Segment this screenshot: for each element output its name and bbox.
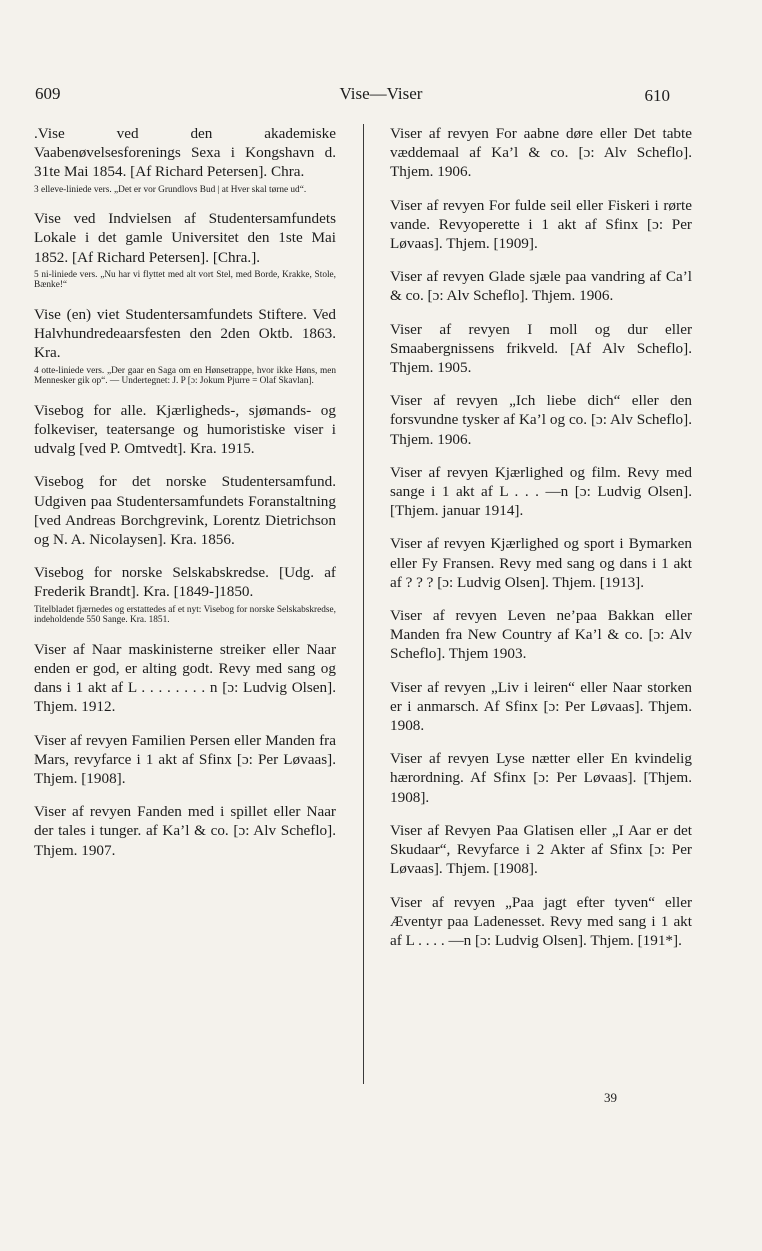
- entry-text: Vise ved Indvielsen af Studentersamfundets Lokale i det gamle Universitet den 1ste Mai 1852. [Af Richard Petersen]. [Chra.].: [34, 210, 336, 266]
- page-number-left: 609: [35, 84, 61, 103]
- bib-entry: [390, 267, 692, 305]
- page-header: [0, 84, 762, 114]
- bib-entry: [34, 563, 336, 626]
- column-divider: [363, 124, 364, 1084]
- bib-entry: [390, 124, 692, 182]
- entry-text: Viser af revyen Leven ne’paa Bakkan eller Manden fra New Country af Ka’l & co. [ɔ: Alv Scheflo]. Thjem 1903.: [390, 607, 692, 663]
- bib-entry: [34, 124, 336, 195]
- bib-entry: [34, 472, 336, 549]
- entry-text: Viser af Revyen Paa Glatisen eller „I Aar er det Skudaar“, Revyfarce i 2 Akter af Sfinx [ɔ: Per Løvaas]. Thjem. [1908].: [390, 821, 692, 878]
- bib-entry: [390, 463, 692, 521]
- entry-text: Viser af Naar maskinisterne streiker eller Naar enden er god, er alting godt. Revy med sang og dans i 1 akt af L . . . . . . . . n [ɔ: Ludvig Olsen]. Thjem. 1912.: [34, 640, 336, 716]
- entry-text: Viser af revyen I moll og dur eller Smaabergnissens frikveld. [Af Alv Scheflo]. Thjem. 1905.: [390, 320, 692, 377]
- entry-text: Viser af revyen „Paa jagt efter tyven“ eller Æventyr paa Ladenesset. Revy med sang i 1 akt af L . . . . —n [ɔ: Ludvig Olsen]. Thjem. [191*].: [390, 893, 692, 949]
- entry-text: Viser af revyen For aabne døre eller Det tabte væddemaal af Ka’l & co. [ɔ: Alv Scheflo]. Thjem. 1906.: [390, 125, 692, 181]
- entry-note: 4 otte-liniede vers. „Der gaar en Saga om en Hønsetrappe, hvor ikke Høns, men Mennesker gik op“. — Undertegnet: J. P [ɔ: Jokum Pjurre = Olaf Skavlan].: [34, 365, 336, 387]
- page-number-right: 610: [644, 86, 670, 105]
- entry-text: Visebog for det norske Studentersamfund. Udgiven paa Studentersamfundets Foranstaltning [ved Andreas Borchgrevink, Lorentz Dietrichson og N. A. Nicolaysen]. Kra. 1856.: [34, 473, 336, 549]
- bib-entry: [34, 802, 336, 860]
- entry-text: Viser af revyen For fulde seil eller Fiskeri i rørte vande. Revyoperette i 1 akt af Sfinx [ɔ: Per Løvaas]. Thjem. [1909].: [390, 196, 692, 253]
- entry-note: 5 ni-liniede vers. „Nu har vi flyttet med alt vort Stel, med Borde, Krakke, Stole, Bænke!“: [34, 269, 336, 291]
- left-column: [34, 124, 336, 874]
- entry-text: Viser af revyen Fanden med i spillet eller Naar der tales i tunger. af Ka’l & co. [ɔ: Alv Scheflo]. Thjem. 1907.: [34, 803, 336, 859]
- bib-entry: [34, 731, 336, 789]
- entry-text: Viser af revyen „Liv i leiren“ eller Naar storken er i anmarsch. Af Sfinx [ɔ: Per Løvaas]. Thjem. 1908.: [390, 678, 692, 735]
- entry-text: .Vise ved den akademiske Vaabenøvelsesforenings Sexa i Kongshavn d. 31te Mai 1854. [Af Richard Petersen]. Chra.: [34, 125, 336, 181]
- bib-entry: [390, 749, 692, 807]
- entry-note: Titelbladet fjærnedes og erstattedes af et nyt: Visebog for norske Selskabskredse, indeholdende 550 Sange. Kra. 1851.: [34, 604, 336, 626]
- bib-entry: [34, 209, 336, 291]
- entry-note: 3 elleve-liniede vers. „Det er vor Grundlovs Bud | at Hver skal tørne ud“.: [34, 184, 307, 195]
- entry-text: Viser af revyen Kjærlighed og film. Revy med sange i 1 akt af L . . . —n [ɔ: Ludvig Olsen]. [Thjem. januar 1914].: [390, 463, 692, 520]
- bib-entry: [390, 320, 692, 378]
- running-title: Vise—Viser: [339, 84, 423, 103]
- entry-text: Viser af revyen Kjærlighed og sport i Bymarken eller Fy Fransen. Revy med sang og dans i 1 akt af ? ? ? [ɔ: Ludvig Olsen]. Thjem. [1913].: [390, 535, 692, 591]
- right-column: [390, 124, 692, 964]
- entry-text: Visebog for norske Selskabskredse. [Udg. af Frederik Brandt]. Kra. [1849-]1850.: [34, 564, 336, 601]
- bib-entry: [390, 606, 692, 664]
- entry-text: Vise (en) viet Studentersamfundets Stiftere. Ved Halvhundredeaarsfesten den 2den Oktb. 1863. Kra.: [34, 306, 336, 362]
- bib-entry: [390, 534, 692, 592]
- bib-entry: [390, 391, 692, 449]
- entry-text: Viser af revyen „Ich liebe dich“ eller den forsvundne tysker af Ka’l og co. [ɔ: Alv Scheflo]. Thjem. 1906.: [390, 392, 692, 448]
- entry-text: Visebog for alle. Kjærligheds-, sjømands- og folkeviser, teatersange og humoristiske viser i udvalg [ved P. Omtvedt]. Kra. 1915.: [34, 401, 336, 458]
- bib-entry: [390, 678, 692, 736]
- bib-entry: [390, 821, 692, 879]
- bib-entry: [34, 305, 336, 387]
- bib-entry: [34, 640, 336, 717]
- bib-entry: [34, 401, 336, 459]
- bib-entry: [390, 196, 692, 254]
- signature-mark: 39: [604, 1090, 617, 1105]
- bib-entry: [390, 893, 692, 951]
- entry-text: Viser af revyen Familien Persen eller Manden fra Mars, revyfarce i 1 akt af Sfinx [ɔ: Per Løvaas]. Thjem. [1908].: [34, 731, 336, 788]
- entry-text: Viser af revyen Lyse nætter eller En kvindelig hærordning. Af Sfinx [ɔ: Per Løvaas]. [Thjem. 1908].: [390, 750, 692, 806]
- entry-text: Viser af revyen Glade sjæle paa vandring af Ca’l & co. [ɔ: Alv Scheflo]. Thjem. 1906.: [390, 268, 692, 305]
